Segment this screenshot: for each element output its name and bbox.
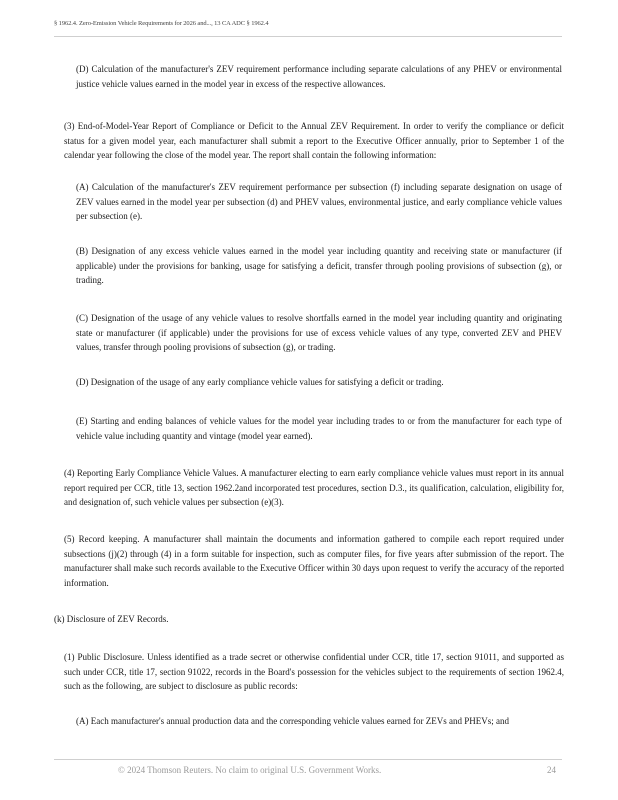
paragraph-3-a: (A) Calculation of the manufacturer's ZEV requirement performance per subsection (f) including separate designation on usage of ZEV values earned in the model year per subsection (d) and PHEV values, environmental justice, and early compliance vehicle values per subsection (e). (76, 182, 562, 221)
paragraph-4: (4) Reporting Early Compliance Vehicle Values. A manufacturer electing to earn early compliance vehicle values must report in its annual report required per CCR, title 13, section 1962.2and incorporated test procedures, section D.3., its qualification, calculation, eligibility for, and designation of, such vehicle values per subsection (e)(3). (64, 468, 564, 507)
paragraph-2-d: (D) Calculation of the manufacturer's ZEV requirement performance including separate calculations of any PHEV or environmental justice vehicle values earned in the model year in excess of the respective allowances. (76, 64, 562, 89)
paragraph-3-d: (D) Designation of the usage of any early compliance vehicle values for satisfying a deficit or trading. (76, 377, 444, 387)
page-number: 24 (547, 765, 556, 775)
paragraph-5: (5) Record keeping. A manufacturer shall maintain the documents and information gathered to compile each report required under subsections (j)(2) through (4) in a form suitable for inspection, such as computer files, for five years after submission of the report. The manufacturer shall make such records available to the Executive Officer within 30 days upon request to verify the accuracy of the reported information. (64, 534, 564, 588)
section-k-heading: (k) Disclosure of ZEV Records. (54, 614, 169, 624)
paragraph-3-e: (E) Starting and ending balances of vehicle values for the model year including trades to or from the manufacturer for each type of vehicle value including quantity and vintage (model year earned). (76, 416, 562, 441)
paragraph-3-b: (B) Designation of any excess vehicle values earned in the model year including quantity and receiving state or manufacturer (if applicable) under the provisions for banking, usage for satisfying a deficit, transfer through pooling provisions of subsection (g), or trading. (76, 246, 562, 285)
header-divider (54, 36, 562, 37)
paragraph-k-1: (1) Public Disclosure. Unless identified as a trade secret or otherwise confidential under CCR, title 17, section 91011, and supported as such under CCR, title 17, section 91022, records in the Board's possession for the vehicles subject to the requirements of section 1962.4, such as the following, are subject to disclosure as public records: (64, 652, 564, 691)
paragraph-3-c: (C) Designation of the usage of any vehicle values to resolve shortfalls earned in the model year including quantity and originating state or manufacturer (if applicable) under the provisions for use of excess vehicle values of any type, converted ZEV and PHEV values, transfer through pooling provisions of subsection (g), or trading. (76, 313, 562, 352)
paragraph-3: (3) End-of-Model-Year Report of Compliance or Deficit to the Annual ZEV Requirement. In order to verify the compliance or deficit status for a given model year, each manufacturer shall submit a report to the Executive Officer annually, prior to September 1 of the calendar year following the close of the model year. The report shall contain the following information: (64, 121, 564, 160)
footer-copyright: © 2024 Thomson Reuters. No claim to original U.S. Government Works. (118, 765, 382, 775)
footer-divider (54, 759, 562, 760)
running-head: § 1962.4. Zero-Emission Vehicle Requirements for 2026 and..., 13 CA ADC § 1962.4 (54, 20, 269, 27)
paragraph-k-1-a: (A) Each manufacturer's annual production data and the corresponding vehicle values earned for ZEVs and PHEVs; and (76, 716, 509, 726)
